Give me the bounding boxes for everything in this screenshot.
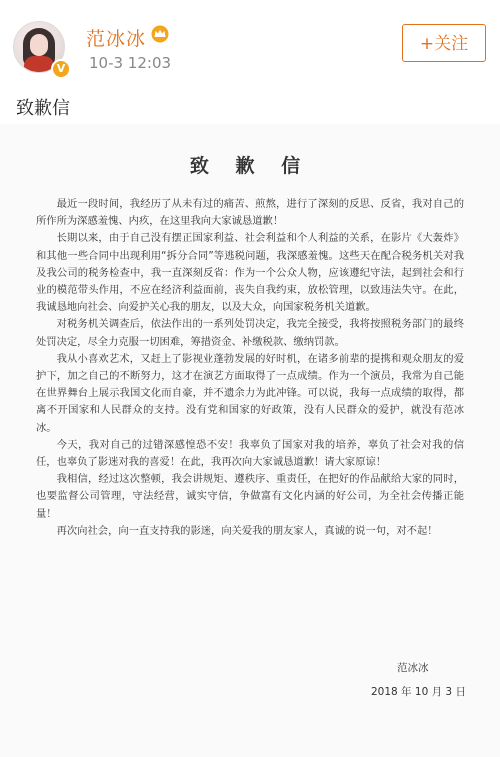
letter-image[interactable] <box>0 124 500 757</box>
follow-button[interactable]: +关注 <box>402 24 486 62</box>
avatar-body <box>24 56 54 73</box>
signature-date: 2018 年 10 月 3 日 <box>371 686 466 698</box>
avatar-face <box>30 34 48 56</box>
signature-name: 范冰冰 <box>397 662 429 674</box>
post-header <box>0 0 500 86</box>
letter-paragraph: 长期以来，由于自己没有摆正国家利益、社会利益和个人利益的关系，在影片《大轰炸》和其他一些合同中出现利用“拆分合同”等逃税问题，我深感羞愧。这些天在配合税务机关对我及我公司的税务检查中，我一直深刻反省：作为一个公众人物，应该遵纪守法，起到社会和行业的模范带头作用，不应在经济利益面前，丧失自我约束，放松管理，以致违法失守。在此，我诚恳地向社会、向爱护关心我的朋友，以及大众，向国家税务机关道歉。 <box>36 232 464 314</box>
letter-paragraph: 我相信，经过这次整顿，我会讲规矩、遵秩序、重责任，在把好的作品献给大家的同时，也要监督公司管理，守法经营，诚实守信，争做富有文化内涵的好公司，为全社会传播正能量！ <box>36 473 464 520</box>
letter-paragraph: 今天，我对自己的过错深感惶恐不安！我辜负了国家对我的培养，辜负了社会对我的信任，也辜负了影迷对我的喜爱！在此，我再次向大家诚恳道歉！请大家原谅！ <box>36 438 464 469</box>
letter-paragraph: 我从小喜欢艺术，又赶上了影视业蓬勃发展的好时机，在诸多前辈的提携和观众朋友的爱护下，加之自己的不断努力，这才在演艺方面取得了一点成绩。作为一个演员，我常为自己能在世界舞台上展示我国文化而自豪，并不遗余力为此冲锋。可以说，我每一点成绩的取得，都离不开国家和人民群众的支持。没有党和国家的好政策，没有人民群众的爱护，就没有范冰冰。 <box>36 352 464 434</box>
crown-icon <box>150 25 170 43</box>
username[interactable]: 范冰冰 <box>86 28 147 50</box>
post-timestamp: 10-3 12:03 <box>89 54 172 72</box>
letter-body <box>36 196 464 540</box>
letter-paragraph: 对税务机关调查后，依法作出的一系列处罚决定，我完全接受，我将按照税务部门的最终处罚决定，尽全力克服一切困难，筹措资金、补缴税款、缴纳罚款。 <box>36 318 464 348</box>
post-text: 致歉信 <box>16 98 70 119</box>
letter-paragraph: 最近一段时间，我经历了从未有过的痛苦、煎熬，进行了深刻的反思、反省，我对自己的所作所为深感羞愧、内疚，在这里我向大家诚恳道歉！ <box>36 198 464 228</box>
letter-title: 致 歉 信 <box>189 155 311 177</box>
letter-paragraph: 再次向社会，向一直支持我的影迷，向关爱我的朋友家人，真诚的说一句，对不起！ <box>56 524 438 537</box>
avatar-container[interactable] <box>13 21 69 77</box>
verified-badge-icon: V <box>51 59 71 79</box>
